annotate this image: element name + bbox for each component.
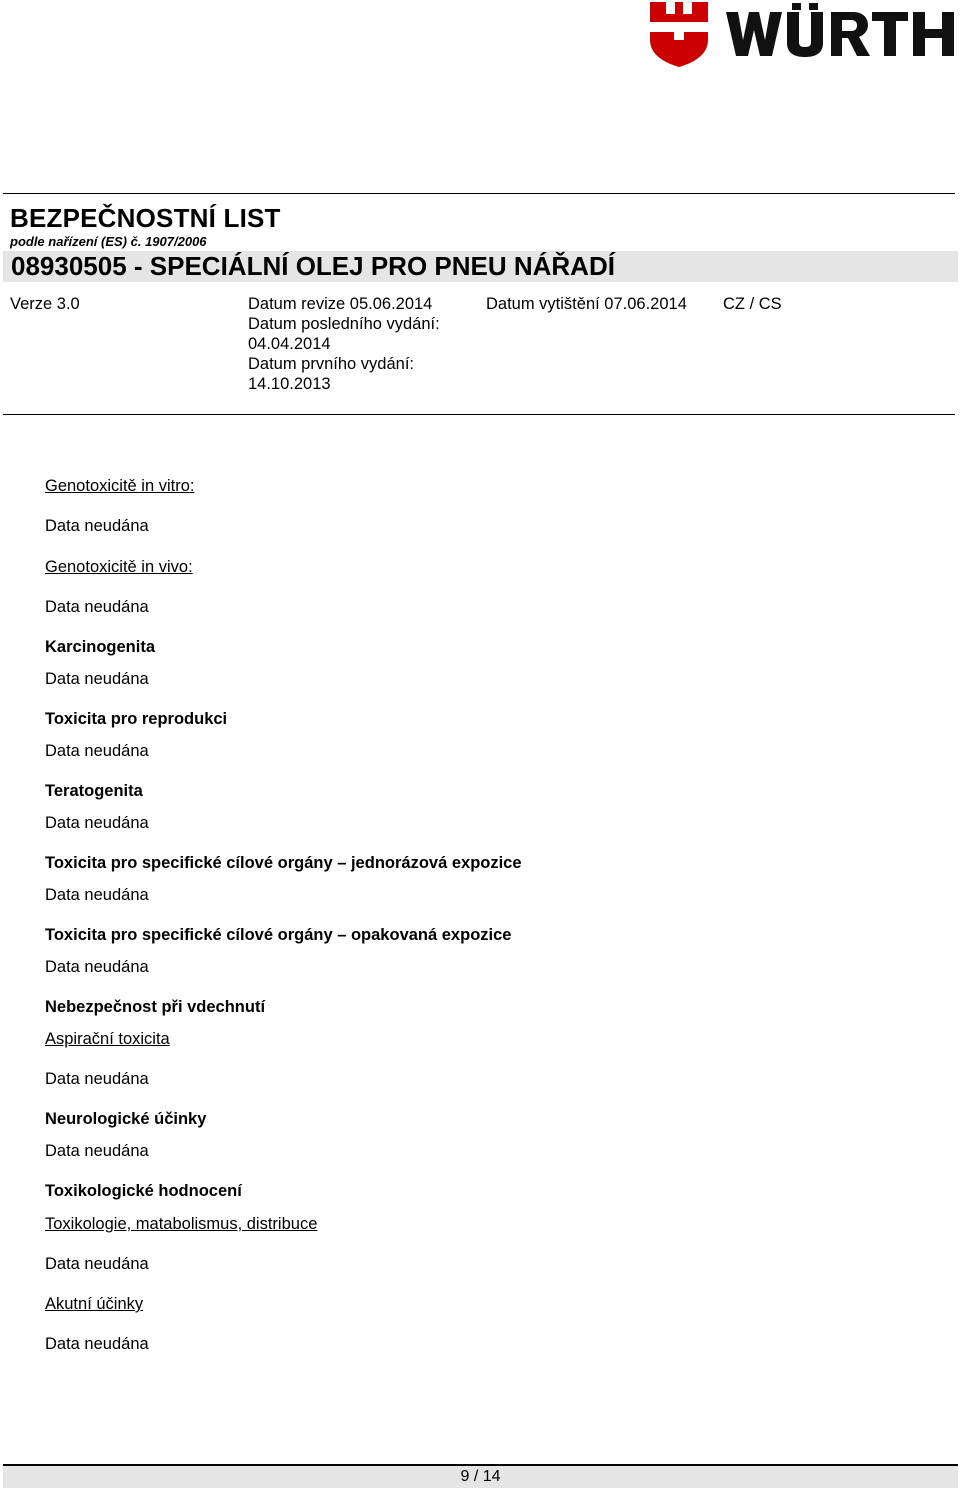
print-date: Datum vytištění 07.06.2014 xyxy=(486,295,687,313)
value-no-data: Data neudána xyxy=(45,517,149,535)
heading-genotoxicity-in-vitro: Genotoxicitě in vitro: xyxy=(45,477,195,495)
page-number: 9 / 14 xyxy=(460,1468,501,1485)
value-no-data: Data neudána xyxy=(45,742,149,760)
heading-reproductive-toxicity: Toxicita pro reprodukci xyxy=(45,710,228,728)
header-bottom-rule xyxy=(3,414,955,415)
last-issue-label: Datum posledního vydání: xyxy=(248,315,440,333)
value-no-data: Data neudána xyxy=(45,1070,149,1088)
value-no-data: Data neudána xyxy=(45,598,149,616)
footer-bar xyxy=(3,1466,958,1488)
value-no-data: Data neudána xyxy=(45,670,149,688)
version: Verze 3.0 xyxy=(10,295,80,313)
revision-date: Datum revize 05.06.2014 xyxy=(248,295,433,313)
document-title: BEZPEČNOSTNÍ LIST xyxy=(10,203,281,233)
header-top-rule xyxy=(3,193,955,194)
heading-carcinogenicity: Karcinogenita xyxy=(45,638,156,656)
first-issue-value: 14.10.2013 xyxy=(248,375,331,393)
value-no-data: Data neudána xyxy=(45,1142,149,1160)
product-bar xyxy=(3,251,958,282)
first-issue-label: Datum prvního vydání: xyxy=(248,355,414,373)
last-issue-value: 04.04.2014 xyxy=(248,335,331,353)
heading-toxicological-evaluation: Toxikologické hodnocení xyxy=(45,1182,242,1200)
value-no-data: Data neudána xyxy=(45,886,149,904)
subheading-toxicology-metabolism: Toxikologie, matabolismus, distribuce xyxy=(45,1215,318,1233)
value-no-data: Data neudána xyxy=(45,1255,149,1273)
heading-stot-single: Toxicita pro specifické cílové orgány – jednorázová expozice xyxy=(45,854,522,872)
product-name: 08930505 - SPECIÁLNÍ OLEJ PRO PNEU NÁŘADÍ xyxy=(11,251,615,281)
value-no-data: Data neudána xyxy=(45,814,149,832)
value-no-data: Data neudána xyxy=(45,1335,149,1353)
subheading-aspiration-toxicity: Aspirační toxicita xyxy=(45,1030,170,1048)
subheading-acute-effects: Akutní účinky xyxy=(45,1295,144,1313)
revision-dates xyxy=(248,294,440,394)
language-code: CZ / CS xyxy=(723,295,782,313)
document-subtitle: podle nařízení (ES) č. 1907/2006 xyxy=(10,234,207,249)
heading-neurological-effects: Neurologické účinky xyxy=(45,1110,207,1128)
heading-teratogenicity: Teratogenita xyxy=(45,782,143,800)
heading-stot-repeated: Toxicita pro specifické cílové orgány – opakovaná expozice xyxy=(45,926,512,944)
wurth-logo xyxy=(648,0,958,70)
value-no-data: Data neudána xyxy=(45,958,149,976)
heading-aspiration-hazard: Nebezpečnost při vdechnutí xyxy=(45,998,266,1016)
heading-genotoxicity-in-vivo: Genotoxicitě in vivo: xyxy=(45,558,193,576)
